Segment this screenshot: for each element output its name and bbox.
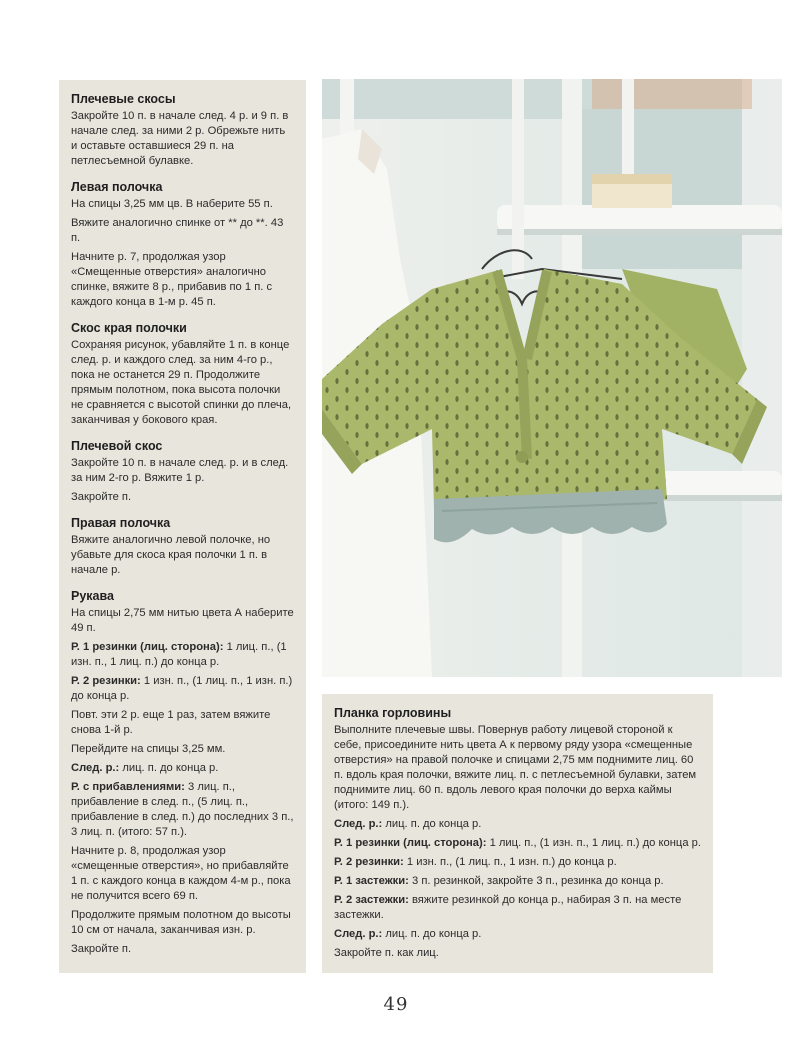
neckband-instructions-panel [322,694,713,973]
instruction-text: лиц. п. до конца р. [382,818,482,830]
row-label: Р. 1 застежки: [334,875,409,887]
instruction-paragraph [334,723,701,813]
instruction-paragraph [71,908,294,938]
instruction-text: Закройте п. [71,943,132,955]
instruction-text: 1 изн. п., (1 лиц. п., 1 изн. п.) до конца р. [71,675,293,702]
instruction-paragraph [71,216,294,246]
row-label: Р. 2 застежки: [334,894,409,906]
instruction-text: Закройте п. как лиц. [334,947,439,959]
row-label: Р. 2 резинки: [334,856,404,868]
instruction-paragraph [71,640,294,670]
instruction-text: Вяжите аналогично спинке от ** до **. 43 п. [71,217,284,244]
row-label: Р. с прибавлениями: [71,781,185,793]
row-label: Р. 2 резинки: [71,675,141,687]
instruction-paragraph [71,942,294,957]
instruction-text: На спицы 3,25 мм цв. В наберите 55 п. [71,198,273,210]
section-heading: Рукава [71,589,114,603]
instruction-paragraph [71,606,294,636]
instruction-text: Начните р. 8, продолжая узор «смещенные отверстия», но прибавляйте 1 п. с каждого конца в каждом 4-м р., пока не получится всего 69 п. [71,845,291,902]
instruction-paragraph [71,674,294,704]
sweater-photo-illustration [322,79,782,677]
row-label: Р. 1 резинки (лиц. сторона): [71,641,224,653]
row-label: След. р.: [334,818,383,830]
instruction-text: лиц. п. до конца р. [382,928,482,940]
row-label: След. р.: [71,762,120,774]
instruction-paragraph [71,197,294,212]
instruction-text: 1 лиц. п., (1 изн. п., 1 лиц. п.) до конца р. [71,641,287,668]
section-heading: Скос края полочки [71,321,187,335]
instruction-text: Повт. эти 2 р. еще 1 раз, затем вяжите снова 1-й р. [71,709,271,736]
instruction-paragraph [71,490,294,505]
instruction-paragraph [71,456,294,486]
instruction-text: Закройте 10 п. в начале след. р. и в след. за ним 2-го р. Вяжите 1 р. [71,457,289,484]
instruction-paragraph [334,817,701,832]
instruction-paragraph [334,946,701,961]
instruction-text: Закройте п. [71,491,132,503]
instruction-paragraph [334,874,701,889]
instruction-text: вяжите резинкой до конца р., набирая 3 п. на месте застежки. [334,894,682,921]
instruction-paragraph [71,708,294,738]
instruction-paragraph [71,742,294,757]
section-heading: Левая полочка [71,180,163,194]
sweater-photo [322,79,782,677]
instruction-paragraph [71,844,294,904]
section-heading: Планка горловины [334,706,452,720]
row-label: Р. 1 резинки (лиц. сторона): [334,837,487,849]
row-label: След. р.: [334,928,383,940]
instruction-paragraph [71,761,294,776]
instruction-paragraph [334,855,701,870]
instruction-text: 3 лиц. п., прибавление в след. п., (5 лиц. п., прибавление в след. п.) до последних 3 п., 3 лиц. п. (итого: 57 п.). [71,781,294,838]
instruction-text: Продолжите прямым полотном до высоты 10 см от начала, заканчивая изн. р. [71,909,291,936]
instruction-text: 1 лиц. п., (1 изн. п., 1 лиц. п.) до конца р. [486,837,701,849]
section-heading: Плечевые скосы [71,92,176,106]
instruction-text: Выполните плечевые швы. Повернув работу лицевой стороной к себе, присоедините нить цвета А к первому ряду узора «смещенные отверстия» на правой полочке и спицами 2,75 мм поднимите лиц. 60 п. вдоль края полочки, вяжите лиц. п. с петлесъемной булавки, затем поднимите лиц. 60 п. вдоль левого края полочки до верха каймы (итого: 149 п.). [334,724,697,811]
section-heading: Плечевой скос [71,439,163,453]
instruction-text: Сохраняя рисунок, убавляйте 1 п. в конце след. р. и каждого след. за ним 4-го р., пока не останется 29 п. Продолжите прямым полотном, пока высота полочки не сравняется с высотой спинки до плеча, заканчивая у бокового края. [71,339,292,426]
instruction-paragraph [71,533,294,578]
instruction-text: 1 изн. п., (1 лиц. п., 1 изн. п.) до конца р. [403,856,617,868]
instruction-text: Закройте 10 п. в начале след. 4 р. и 9 п. в начале след. за ними 2 р. Обрежьте нить и оставьте оставшиеся 29 п. на петлесъемной булавке. [71,110,289,167]
instruction-text: Перейдите на спицы 3,25 мм. [71,743,226,755]
instruction-paragraph [334,836,701,851]
instruction-paragraph [71,109,294,169]
instruction-paragraph [71,780,294,840]
instruction-text: Вяжите аналогично левой полочке, но убавьте для скоса края полочки 1 п. в начале р. [71,534,271,576]
instructions-left-panel [59,80,306,973]
page-number: 49 [383,994,409,1015]
instruction-text: На спицы 2,75 мм нитью цвета А наберите 49 п. [71,607,294,634]
instruction-paragraph [71,250,294,310]
instruction-text: лиц. п. до конца р. [119,762,219,774]
section-heading: Правая полочка [71,516,171,530]
instruction-paragraph [334,927,701,942]
instruction-text: Начните р. 7, продолжая узор «Смещенные отверстия» аналогично спинке, вяжите 8 р., прибавив по 1 п. с каждого конца в 1-м р. 45 п. [71,251,273,308]
instruction-paragraph [71,338,294,428]
instruction-paragraph [334,893,701,923]
instruction-text: 3 п. резинкой, закройте 3 п., резинка до конца р. [408,875,664,887]
